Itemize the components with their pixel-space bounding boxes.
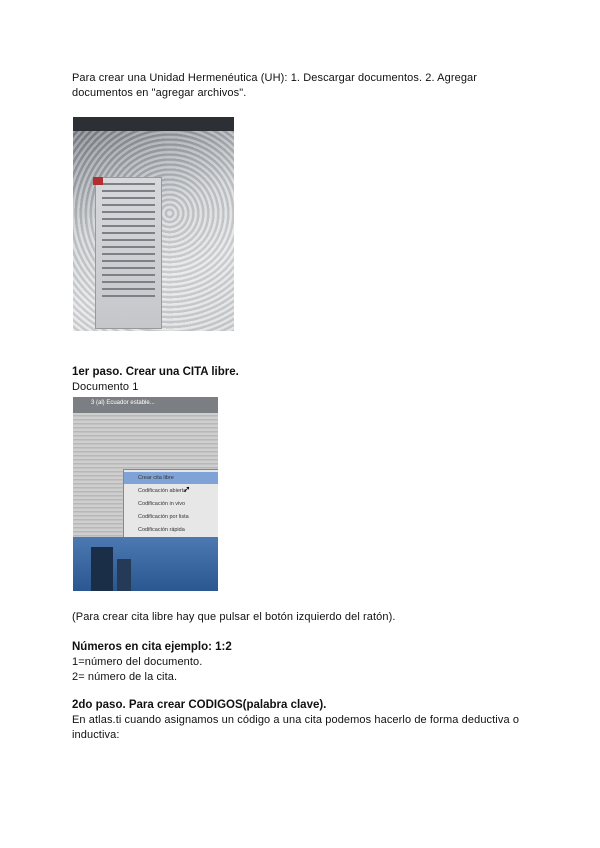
document-title-text: 3 (al) Ecuador estable... [91, 400, 155, 406]
step2-line-2: inductiva: [72, 729, 120, 741]
step2-heading: 2do paso. Para crear CODIGOS(palabra clave). [72, 699, 327, 711]
wallpaper-building [91, 547, 113, 591]
intro-line-2: documentos en "agregar archivos". [72, 87, 247, 99]
numbers-line-2: 2= número de la cita. [72, 671, 178, 683]
context-item-4: Codificación por lista [138, 514, 189, 520]
step1-heading: 1er paso. Crear una CITA libre. [72, 366, 239, 378]
file-menu-screenshot-image [73, 117, 234, 331]
monitor-topbar [73, 117, 234, 131]
context-menu-screenshot-image [73, 397, 218, 591]
wallpaper-building-2 [117, 559, 131, 591]
app-icon [93, 177, 103, 185]
file-menu-panel [95, 177, 162, 329]
intro-line-1: Para crear una Unidad Hermenéutica (UH): 1. Descargar documentos. 2. Agregar [72, 72, 478, 84]
note-text: (Para crear cita libre hay que pulsar el botón izquierdo del ratón). [72, 611, 396, 623]
intro-text [72, 71, 532, 101]
context-item-3: Codificación in vivo [138, 501, 186, 507]
context-item-2: Codificación abierta [138, 488, 187, 494]
mouse-cursor-icon: ➚ [183, 484, 191, 494]
step1-subheading: Documento 1 [72, 381, 139, 393]
numbers-line-1: 1=número del documento. [72, 656, 203, 668]
numbers-heading: Números en cita ejemplo: 1:2 [72, 641, 232, 653]
step2-text [72, 713, 532, 743]
context-item-1: Crear cita libre [138, 475, 174, 481]
context-item-5: Codificación rápida [138, 527, 185, 533]
step2-line-1: En atlas.ti cuando asignamos un código a una cita podemos hacerlo de forma deductiva o [72, 714, 520, 726]
